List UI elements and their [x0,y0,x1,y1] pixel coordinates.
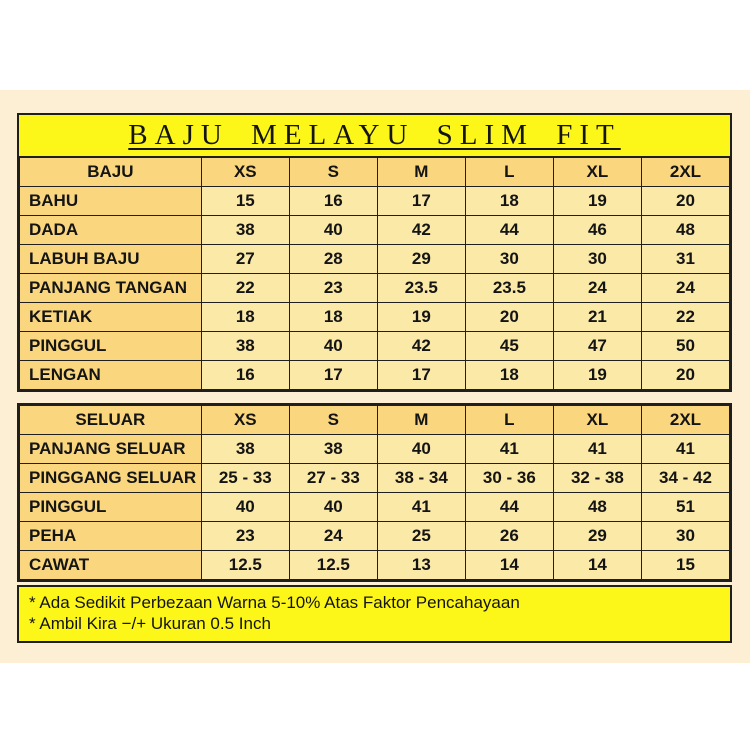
size-value-cell: 41 [377,493,465,522]
size-value-cell: 20 [465,303,553,332]
size-value-cell: 31 [641,245,729,274]
size-value-cell: 23 [201,522,289,551]
size-value-cell: 44 [465,493,553,522]
size-value-cell: 32 - 38 [553,464,641,493]
size-value-cell: 23 [289,274,377,303]
size-value-cell: 16 [289,187,377,216]
size-value-cell: 40 [201,493,289,522]
table-row [20,464,730,493]
size-value-cell: 19 [553,361,641,390]
size-value-cell: 50 [641,332,729,361]
column-header: L [465,406,553,435]
table-row [20,187,730,216]
size-value-cell: 41 [641,435,729,464]
seluar-size-table [19,405,730,580]
page-title: BAJU MELAYU SLIM FIT [128,119,621,151]
size-value-cell: 51 [641,493,729,522]
size-value-cell: 24 [641,274,729,303]
column-header: S [289,406,377,435]
table-row [20,493,730,522]
size-value-cell: 34 - 42 [641,464,729,493]
row-label: PEHA [20,522,202,551]
size-value-cell: 27 - 33 [289,464,377,493]
size-value-cell: 24 [553,274,641,303]
size-value-cell: 15 [201,187,289,216]
column-header: S [289,158,377,187]
column-header: M [377,158,465,187]
size-value-cell: 17 [377,361,465,390]
table-row [20,522,730,551]
row-label: LABUH BAJU [20,245,202,274]
size-value-cell: 40 [289,493,377,522]
row-label: LENGAN [20,361,202,390]
column-header: XS [201,158,289,187]
size-value-cell: 18 [465,361,553,390]
size-value-cell: 18 [201,303,289,332]
baju-table-box [17,113,732,392]
size-value-cell: 38 [201,435,289,464]
size-value-cell: 44 [465,216,553,245]
size-value-cell: 15 [641,551,729,580]
size-value-cell: 21 [553,303,641,332]
size-value-cell: 38 [201,216,289,245]
table-row [20,245,730,274]
size-value-cell: 42 [377,332,465,361]
size-value-cell: 19 [377,303,465,332]
size-value-cell: 46 [553,216,641,245]
row-label: CAWAT [20,551,202,580]
row-label: PINGGUL [20,332,202,361]
table-gap [17,392,732,403]
size-value-cell: 16 [201,361,289,390]
size-value-cell: 38 [289,435,377,464]
table-row [20,435,730,464]
size-value-cell: 30 [553,245,641,274]
table-row [20,303,730,332]
size-value-cell: 25 [377,522,465,551]
size-value-cell: 19 [553,187,641,216]
row-label: BAHU [20,187,202,216]
size-value-cell: 17 [289,361,377,390]
column-header: XL [553,406,641,435]
footnote-color-disclaimer: * Ada Sedikit Perbezaan Warna 5-10% Atas Faktor Pencahayaan [29,593,520,612]
size-value-cell: 40 [289,332,377,361]
table-row [20,332,730,361]
size-value-cell: 22 [641,303,729,332]
size-value-cell: 27 [201,245,289,274]
size-value-cell: 25 - 33 [201,464,289,493]
size-value-cell: 18 [465,187,553,216]
size-value-cell: 48 [641,216,729,245]
seluar-header-row [20,406,730,435]
size-value-cell: 40 [289,216,377,245]
size-value-cell: 40 [377,435,465,464]
size-chart-sheet [17,113,732,643]
column-header: XL [553,158,641,187]
row-label: DADA [20,216,202,245]
size-value-cell: 29 [377,245,465,274]
row-label: PANJANG TANGAN [20,274,202,303]
size-value-cell: 24 [289,522,377,551]
table-row [20,274,730,303]
size-value-cell: 48 [553,493,641,522]
size-value-cell: 23.5 [377,274,465,303]
table-row [20,361,730,390]
column-header: XS [201,406,289,435]
size-value-cell: 23.5 [465,274,553,303]
size-value-cell: 20 [641,361,729,390]
size-value-cell: 18 [289,303,377,332]
size-value-cell: 41 [553,435,641,464]
size-value-cell: 26 [465,522,553,551]
size-value-cell: 14 [465,551,553,580]
column-header: M [377,406,465,435]
size-value-cell: 29 [553,522,641,551]
table-corner-header: SELUAR [20,406,202,435]
title-band [19,115,730,157]
size-value-cell: 20 [641,187,729,216]
size-value-cell: 42 [377,216,465,245]
size-value-cell: 41 [465,435,553,464]
seluar-table-box [17,403,732,582]
size-value-cell: 38 [201,332,289,361]
size-value-cell: 12.5 [201,551,289,580]
baju-size-table [19,157,730,390]
size-value-cell: 13 [377,551,465,580]
size-value-cell: 38 - 34 [377,464,465,493]
row-label: PINGGANG SELUAR [20,464,202,493]
row-label: PANJANG SELUAR [20,435,202,464]
row-label: KETIAK [20,303,202,332]
size-value-cell: 14 [553,551,641,580]
size-value-cell: 30 [641,522,729,551]
size-value-cell: 22 [201,274,289,303]
column-header: 2XL [641,406,729,435]
size-value-cell: 47 [553,332,641,361]
size-value-cell: 17 [377,187,465,216]
size-value-cell: 28 [289,245,377,274]
column-header: 2XL [641,158,729,187]
size-value-cell: 12.5 [289,551,377,580]
baju-header-row [20,158,730,187]
table-row [20,216,730,245]
row-label: PINGGUL [20,493,202,522]
size-value-cell: 45 [465,332,553,361]
size-value-cell: 30 - 36 [465,464,553,493]
table-corner-header: BAJU [20,158,202,187]
size-value-cell: 30 [465,245,553,274]
column-header: L [465,158,553,187]
table-row [20,551,730,580]
footnote-measurement-tolerance: * Ambil Kira −/+ Ukuran 0.5 Inch [29,614,271,633]
footnote-box [17,585,732,643]
